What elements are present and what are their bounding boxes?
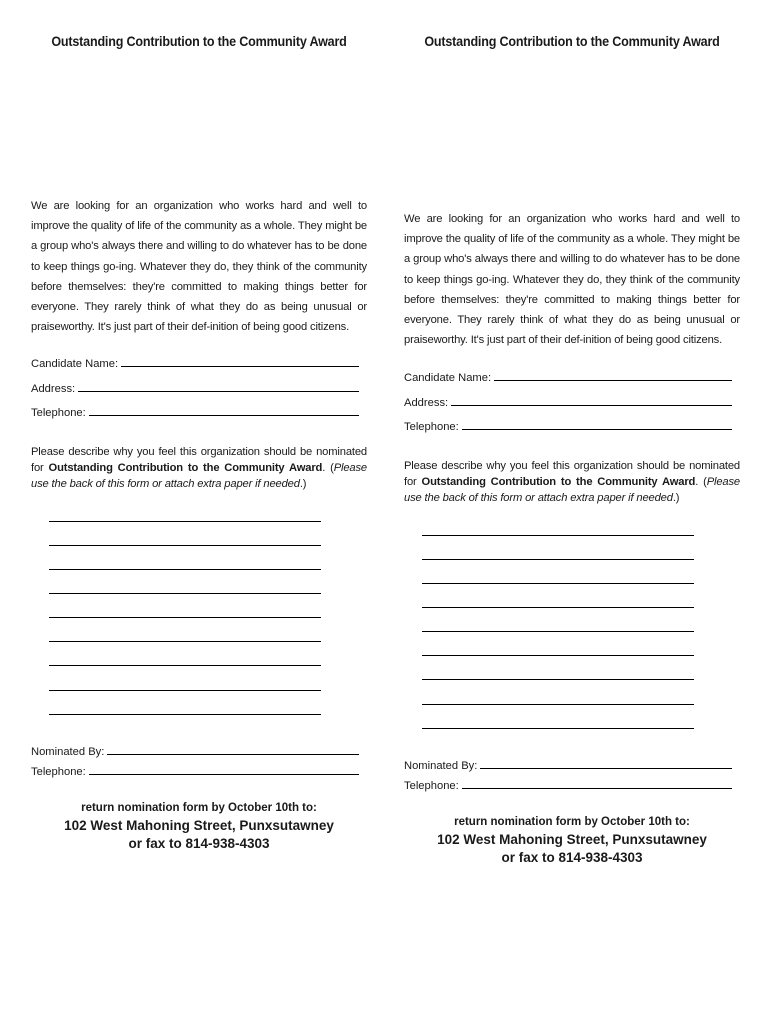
candidate-name-field[interactable] <box>404 368 732 384</box>
nominated-by-label: Nominated By: <box>404 760 478 772</box>
write-in-line[interactable] <box>49 569 321 570</box>
address-line[interactable] <box>451 405 732 406</box>
write-in-line[interactable] <box>49 714 321 715</box>
candidate-name-line[interactable] <box>494 380 732 381</box>
write-in-line[interactable] <box>422 655 694 656</box>
write-in-line[interactable] <box>422 607 694 608</box>
form-title: Outstanding Contribution to the Community Award <box>51 34 347 49</box>
nomination-prompt <box>404 458 740 506</box>
address-field[interactable] <box>404 393 732 409</box>
return-fax: or fax to 814-938-4303 <box>501 850 643 865</box>
return-address: 102 West Mahoning Street, Punxsutawney <box>437 832 707 847</box>
nominated-by-line[interactable] <box>107 754 359 755</box>
nominated-by-line[interactable] <box>480 768 732 769</box>
nominator-telephone-field[interactable] <box>31 762 359 778</box>
prompt-note: Please use the back of this form or attach extra paper if needed <box>31 462 367 490</box>
form-copy-left <box>31 0 367 1024</box>
prompt-award-name: Outstanding Contribution to the Community Award <box>48 462 323 474</box>
return-address: 102 West Mahoning Street, Punxsutawney <box>64 818 334 833</box>
write-in-line[interactable] <box>422 631 694 632</box>
prompt-separator: . ( <box>322 462 334 474</box>
return-deadline: return nomination form by October 10th to: <box>81 802 317 814</box>
prompt-lead: Please describe why you feel this organization should be nominated for <box>404 460 740 488</box>
address-label: Address: <box>404 397 449 409</box>
telephone-field[interactable] <box>404 417 732 433</box>
form-copy-right <box>404 0 740 1024</box>
candidate-name-field[interactable] <box>31 354 359 370</box>
address-label: Address: <box>31 383 76 395</box>
prompt-note: Please use the back of this form or attach extra paper if needed <box>404 476 740 504</box>
return-fax: or fax to 814-938-4303 <box>128 836 270 851</box>
prompt-award-name: Outstanding Contribution to the Community Award <box>421 476 696 488</box>
write-in-line[interactable] <box>49 617 321 618</box>
telephone-line[interactable] <box>89 415 359 416</box>
candidate-name-line[interactable] <box>121 366 359 367</box>
nominated-by-field[interactable] <box>31 742 359 758</box>
write-in-line[interactable] <box>422 559 694 560</box>
candidate-name-label: Candidate Name: <box>31 358 119 370</box>
nominated-by-field[interactable] <box>404 756 732 772</box>
write-in-line[interactable] <box>422 535 694 536</box>
prompt-close: .) <box>672 492 680 504</box>
write-in-line[interactable] <box>422 583 694 584</box>
intro-paragraph: We are looking for an organization who works hard and well to improve the quality of life of the community as a whole. They might be a group who's always there and willing to do whatever has to be done to keep things go-ing. Whatever they do, they think of the community before themselves: they're committed to making things better for everyone. They rarely think of what they do as being unusual or praiseworthy. It's just part of their def-inition of being good citizens. <box>31 200 367 334</box>
prompt-lead: Please describe why you feel this organization should be nominated for <box>31 446 367 474</box>
nominator-telephone-label: Telephone: <box>404 780 459 792</box>
write-in-line[interactable] <box>49 521 321 522</box>
write-in-line[interactable] <box>422 704 694 705</box>
address-line[interactable] <box>78 391 359 392</box>
nomination-prompt <box>31 444 367 492</box>
intro-paragraph: We are looking for an organization who works hard and well to improve the quality of life of the community as a whole. They might be a group who's always there and willing to do whatever has to be done to keep things go-ing. Whatever they do, they think of the community before themselves: they're committed to making things better for everyone. They rarely think of what they do as being unusual or praiseworthy. It's just part of their def-inition of being good citizens. <box>404 213 740 347</box>
write-in-line[interactable] <box>49 690 321 691</box>
form-title: Outstanding Contribution to the Community Award <box>424 34 720 49</box>
nominator-telephone-label: Telephone: <box>31 766 86 778</box>
nominator-telephone-field[interactable] <box>404 776 732 792</box>
address-field[interactable] <box>31 379 359 395</box>
nominator-telephone-line[interactable] <box>462 788 732 789</box>
write-in-line[interactable] <box>49 641 321 642</box>
candidate-name-label: Candidate Name: <box>404 372 492 384</box>
return-instructions <box>404 813 740 867</box>
nominated-by-label: Nominated By: <box>31 746 105 758</box>
write-in-line[interactable] <box>49 545 321 546</box>
write-in-line[interactable] <box>49 665 321 666</box>
telephone-line[interactable] <box>462 429 732 430</box>
telephone-label: Telephone: <box>31 407 86 419</box>
prompt-separator: . ( <box>695 476 707 488</box>
write-in-line[interactable] <box>422 728 694 729</box>
write-in-line[interactable] <box>422 679 694 680</box>
telephone-label: Telephone: <box>404 421 459 433</box>
prompt-close: .) <box>299 478 307 490</box>
nominator-telephone-line[interactable] <box>89 774 359 775</box>
return-instructions <box>31 799 367 853</box>
return-deadline: return nomination form by October 10th to: <box>454 816 690 828</box>
telephone-field[interactable] <box>31 403 359 419</box>
write-in-line[interactable] <box>49 593 321 594</box>
